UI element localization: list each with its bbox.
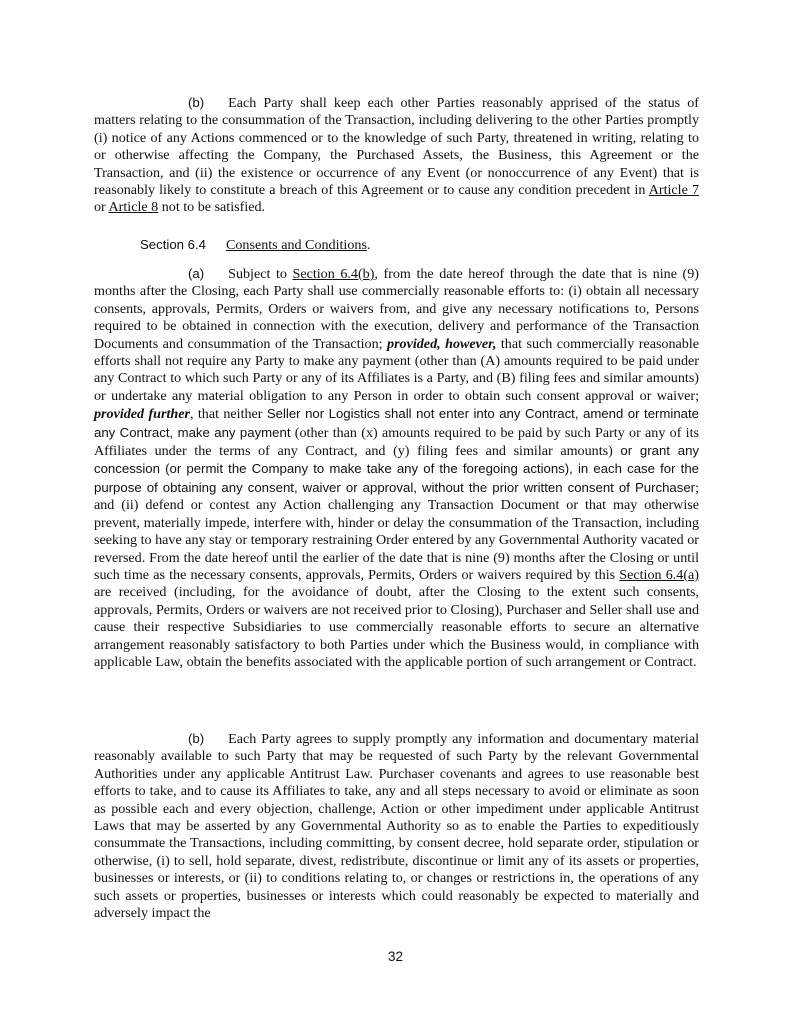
proviso-emphasis: provided, however, [387, 335, 497, 352]
paragraph-text: Each Party shall keep each other Parties reasonably apprised of the status of matters relating to the consummation of the Transaction, including delivering to the other Parties promptly (i) notice of any Actions commenced or to the knowledge of such Party, threatened in writing, relating to or otherwise affecting the Company, the Purchased Assets, the Business, this Agreement or the Transaction, and (ii) the existence or occurrence of any Event (or nonoccurrence of any Event) that is reasonably likely to constitute a breach of this Agreement or to cause any condition precedent in [94, 95, 699, 199]
inserted-text: Seller nor Logistics shall not enter into any Contract, amend or terminate any Contract, make any payment [94, 406, 700, 440]
section-number: Section 6.4 [140, 237, 206, 252]
paragraph-label: (b) [188, 95, 205, 110]
paragraph-text: that such commercially reasonable efforts shall not require any Party to make any payment (other than (A) amounts required to be paid under any Contract to which such Party or any of its Affiliates is a Party, and (B) filing fees and similar amounts) or undertake any material obligation to any Person in order to obtain such consent approval or waiver; [94, 335, 699, 404]
paragraph-text: (other than (x) amounts required to be paid by such Party or any of its Affiliates under the terms of any Contract, and (y) filing fees and similar amounts) [94, 424, 699, 460]
paragraph-text: , that neither [189, 406, 267, 423]
article-7-link[interactable]: Article 7 [648, 182, 699, 199]
paragraph-label: (b) [188, 731, 205, 746]
paragraph-text: ; and (ii) defend or contest any Action challenging any Transaction Document or that may otherwise prevent, materially impede, interfere with, hinder or delay the consummation of the Transaction, including seeking to have any stay or temporary restraining Order entered by any Governmental Authority vacated or reversed. From the date hereof until the earlier of the date that is nine (9) months after the Closing or until such time as the necessary consents, approvals, Permits, Orders or waivers required by this [94, 479, 699, 583]
inserted-text: or grant any concession (or permit the Company to make take any of the foregoing actions), in each case for the purpose of obtaining any consent, waiver or approval, without the prior written consent of Purchaser [94, 443, 699, 495]
section-6-4-b-link[interactable]: Section 6.4(b) [292, 266, 375, 282]
paragraph-text: are received (including, for the avoidance of doubt, after the Closing to the extent such consents, approvals, Permits, Orders or waivers are not received prior to Closing), Purchaser and Seller shall use and cause their respective Subsidiaries to use commercially reasonable efforts to secure an alternative arrangement reasonably satisfactory to both Parties under which the Business would, in compliance with applicable Law, obtain the benefits associated with the applicable portion of such arrangement or Contract. [94, 584, 699, 670]
paragraph-text: Each Party agrees to supply promptly any information and documentary material reasonably available to such Party that may be requested of such Party by the relevant Governmental Authorities under any applicable Antitrust Law. Purchaser covenants and agrees to use reasonable best efforts to take, and to cause its Affiliates to take, any and all steps necessary to avoid or eliminate as soon as possible each and every objection, challenge, Action or other impediment under applicable Antitrust Laws that may be asserted by any Governmental Authority so as to enable the Parties to expeditiously consummate the Transactions, including committing, by consent decree, hold separate order, stipulation or otherwise, (i) to sell, hold separate, divest, redistribute, discontinue or limit any of its assets or properties, businesses or interests, or (ii) to conditions relating to, or changes or restrictions in, the operations of any such assets or properties, businesses or interests which could reasonably be expected to materially and adversely impact the [94, 731, 699, 922]
paragraph-a-consents [94, 265, 699, 671]
page-number: 32 [387, 949, 404, 964]
paragraph-text: not to be satisfied. [158, 199, 266, 216]
section-heading [140, 236, 370, 254]
section-6-4-a-link[interactable]: Section 6.4(a) [619, 566, 699, 583]
article-8-link[interactable]: Article 8 [108, 199, 159, 216]
section-title: Consents and Conditions [225, 237, 367, 253]
proviso-emphasis: provided further [94, 406, 190, 423]
paragraph-text: Subject to [228, 266, 293, 282]
paragraph-text: , from the date hereof through the date that is nine (9) months after the Closing, each Party shall use commercially reasonable efforts to: (i) obtain all necessary consents, approvals, Permits, Orders or waivers from, and give any necessary notifications to, Persons required to be obtained in connection with the execution, delivery and performance of the Transaction Documents and consummation of the Transaction; [94, 266, 699, 352]
paragraph-label: (a) [188, 266, 205, 281]
paragraph-text: or [94, 199, 109, 216]
paragraph-b-status-updates [94, 94, 699, 217]
paragraph-b-antitrust [94, 730, 699, 922]
section-title-period: . [366, 237, 371, 253]
